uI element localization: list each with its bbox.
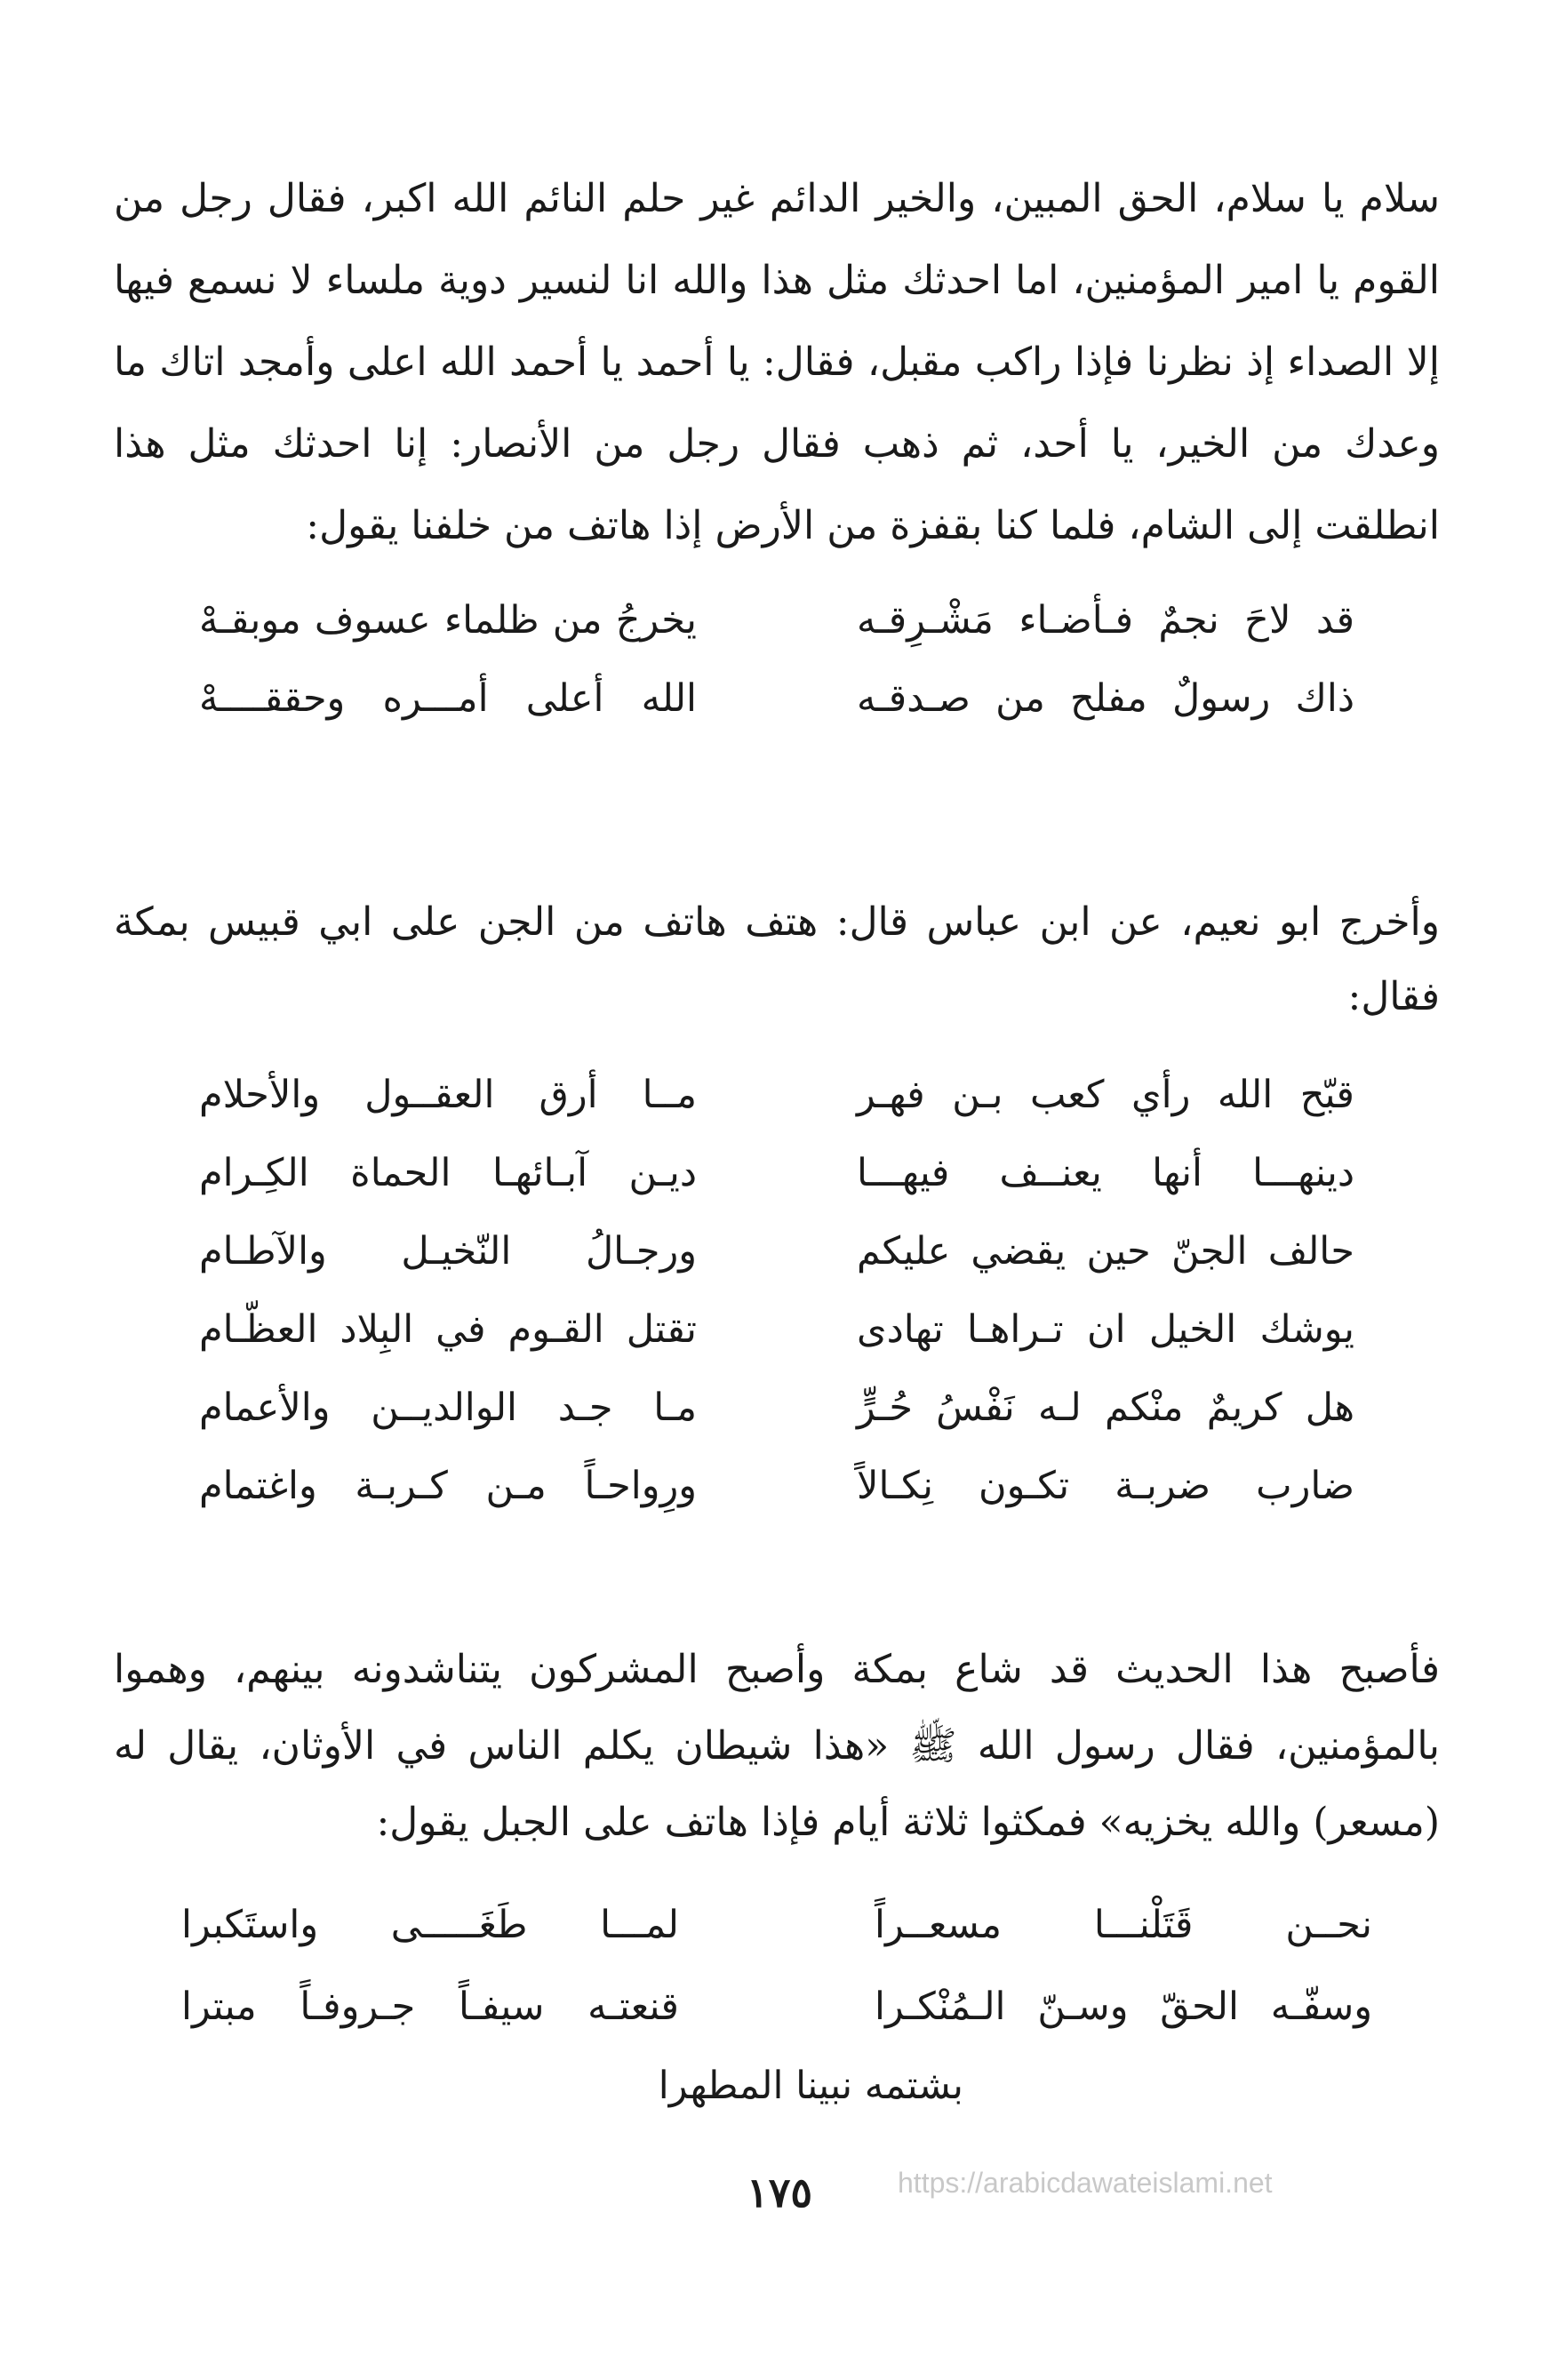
poem-1-verse <box>199 581 1354 659</box>
verse-first-hemistich: ذاك رسولٌ مفلح من صـدقـه <box>857 676 1354 721</box>
verse-first-hemistich: قبّح الله رأي كعب بـن فهـر <box>857 1073 1354 1117</box>
poem-2-verse <box>199 1134 1354 1212</box>
second-paragraph <box>114 882 1440 1031</box>
verse-first-hemistich: هل كريمٌ منْكم لـه نَفْسُ حُـرٍّ <box>857 1386 1354 1430</box>
poem-3 <box>181 1884 1372 2048</box>
third-paragraph <box>114 1632 1440 1861</box>
page-number: ١٧٥ <box>747 2168 813 2216</box>
verse-first-hemistich: ضارب ضربـة تكـون نِكـالاً <box>857 1464 1354 1508</box>
poem-3-verse <box>181 1884 1372 1966</box>
verse-second-hemistich: ورجـالُ النّخيـل والآطـام <box>199 1229 697 1274</box>
intro-line-4: وعدك من الخير، يا أحد، ثم ذهب فقال رجل من الأنصار: إنا احدثك مثل هذا <box>114 421 1440 467</box>
verse-first-hemistich: حالف الجنّ حين يقضي عليكم <box>857 1229 1354 1274</box>
verse-second-hemistich: لمـــا طَغَـــــى واستَكبرا <box>181 1903 679 1947</box>
poem-2 <box>199 1056 1354 1525</box>
verse-second-hemistich: مــا أرق العقــول والأحلام <box>199 1073 697 1117</box>
verse-second-hemistich: مـا جـد الوالديــن والأعمام <box>199 1386 697 1430</box>
intro-line-2: القوم يا امير المؤمنين، اما احدثك مثل هذا والله انا لنسير دوية ملساء لا نسمع فيها <box>114 258 1440 303</box>
watermark-url: https://arabicdawateislami.net <box>898 2167 1273 2199</box>
verse-first-hemistich: دينهـــا أنها يعنــف فيهـــا <box>857 1151 1354 1195</box>
verse-first-hemistich: يوشك الخيل ان تـراهـا تهادى <box>857 1307 1354 1352</box>
poem-2-verse <box>199 1369 1354 1447</box>
verse-second-hemistich: الله أعلى أمـــره وحققــــهْ <box>199 676 697 721</box>
intro-line-5: انطلقت إلى الشام، فلما كنا بقفزة من الأرض إذا هاتف من خلفنا يقول: <box>306 503 1440 548</box>
poem-2-verse <box>199 1212 1354 1290</box>
poem-2-verse <box>199 1447 1354 1525</box>
intro-line-3: إلا الصداء إذ نظرنا فإذا راكب مقبل، فقال: يا أحمد يا أحمد الله اعلى وأمجد اتاك ما <box>114 339 1440 385</box>
verse-first-hemistich: وسفّـه الحقّ وسـنّ الـمُنْكـرا <box>875 1985 1372 2029</box>
third-paragraph-line-1: فأصبح هذا الحديث قد شاع بمكة وأصبح المشركون يتناشدونه بينهم، وهموا <box>114 1647 1440 1692</box>
poem-2-verse <box>199 1290 1354 1369</box>
third-paragraph-line-3: (مسعر) والله يخزيه» فمكثوا ثلاثة أيام فإذا هاتف على الجبل يقول: <box>376 1800 1440 1845</box>
poem-3-verse <box>181 1966 1372 2048</box>
verse-second-hemistich: قنعتـه سيفـاً جـروفـاً مبترا <box>181 1985 679 2029</box>
verse-first-hemistich: نحــن قَتَلْنـــا مسعــراً <box>875 1903 1372 1947</box>
third-paragraph-line-2: بالمؤمنين، فقال رسول الله ﷺ «هذا شيطان يكلم الناس في الأوثان، يقال له <box>114 1723 1440 1769</box>
verse-second-hemistich: تقتل القـوم في البِلاد العظّـام <box>199 1307 697 1352</box>
poem-3-closing-line: بشتمه نبينا المطهرا <box>658 2064 963 2108</box>
poem-1-verse <box>199 659 1354 738</box>
verse-first-hemistich: قد لاحَ نجمٌ فـأضـاء مَشْـرِقـه <box>857 598 1354 643</box>
poem-1 <box>199 581 1354 738</box>
verse-second-hemistich: يخرجُ من ظلماء عسوف موبقـهْ <box>199 598 697 643</box>
verse-second-hemistich: ورِواحـاً مـن كـربـة واغتمام <box>199 1464 697 1508</box>
poem-2-verse <box>199 1056 1354 1134</box>
verse-second-hemistich: ديـن آبـائهـا الحماة الكِـرام <box>199 1151 697 1195</box>
second-paragraph-line-2: فقال: <box>1347 974 1440 1019</box>
second-paragraph-line-1: وأخرج ابو نعيم، عن ابن عباس قال: هتف هاتف من الجن على ابي قبيس بمكة <box>114 899 1440 945</box>
intro-paragraph <box>114 158 1440 567</box>
intro-line-1: سلام يا سلام، الحق المبين، والخير الدائم غير حلم النائم الله اكبر، فقال رجل من <box>114 176 1440 221</box>
